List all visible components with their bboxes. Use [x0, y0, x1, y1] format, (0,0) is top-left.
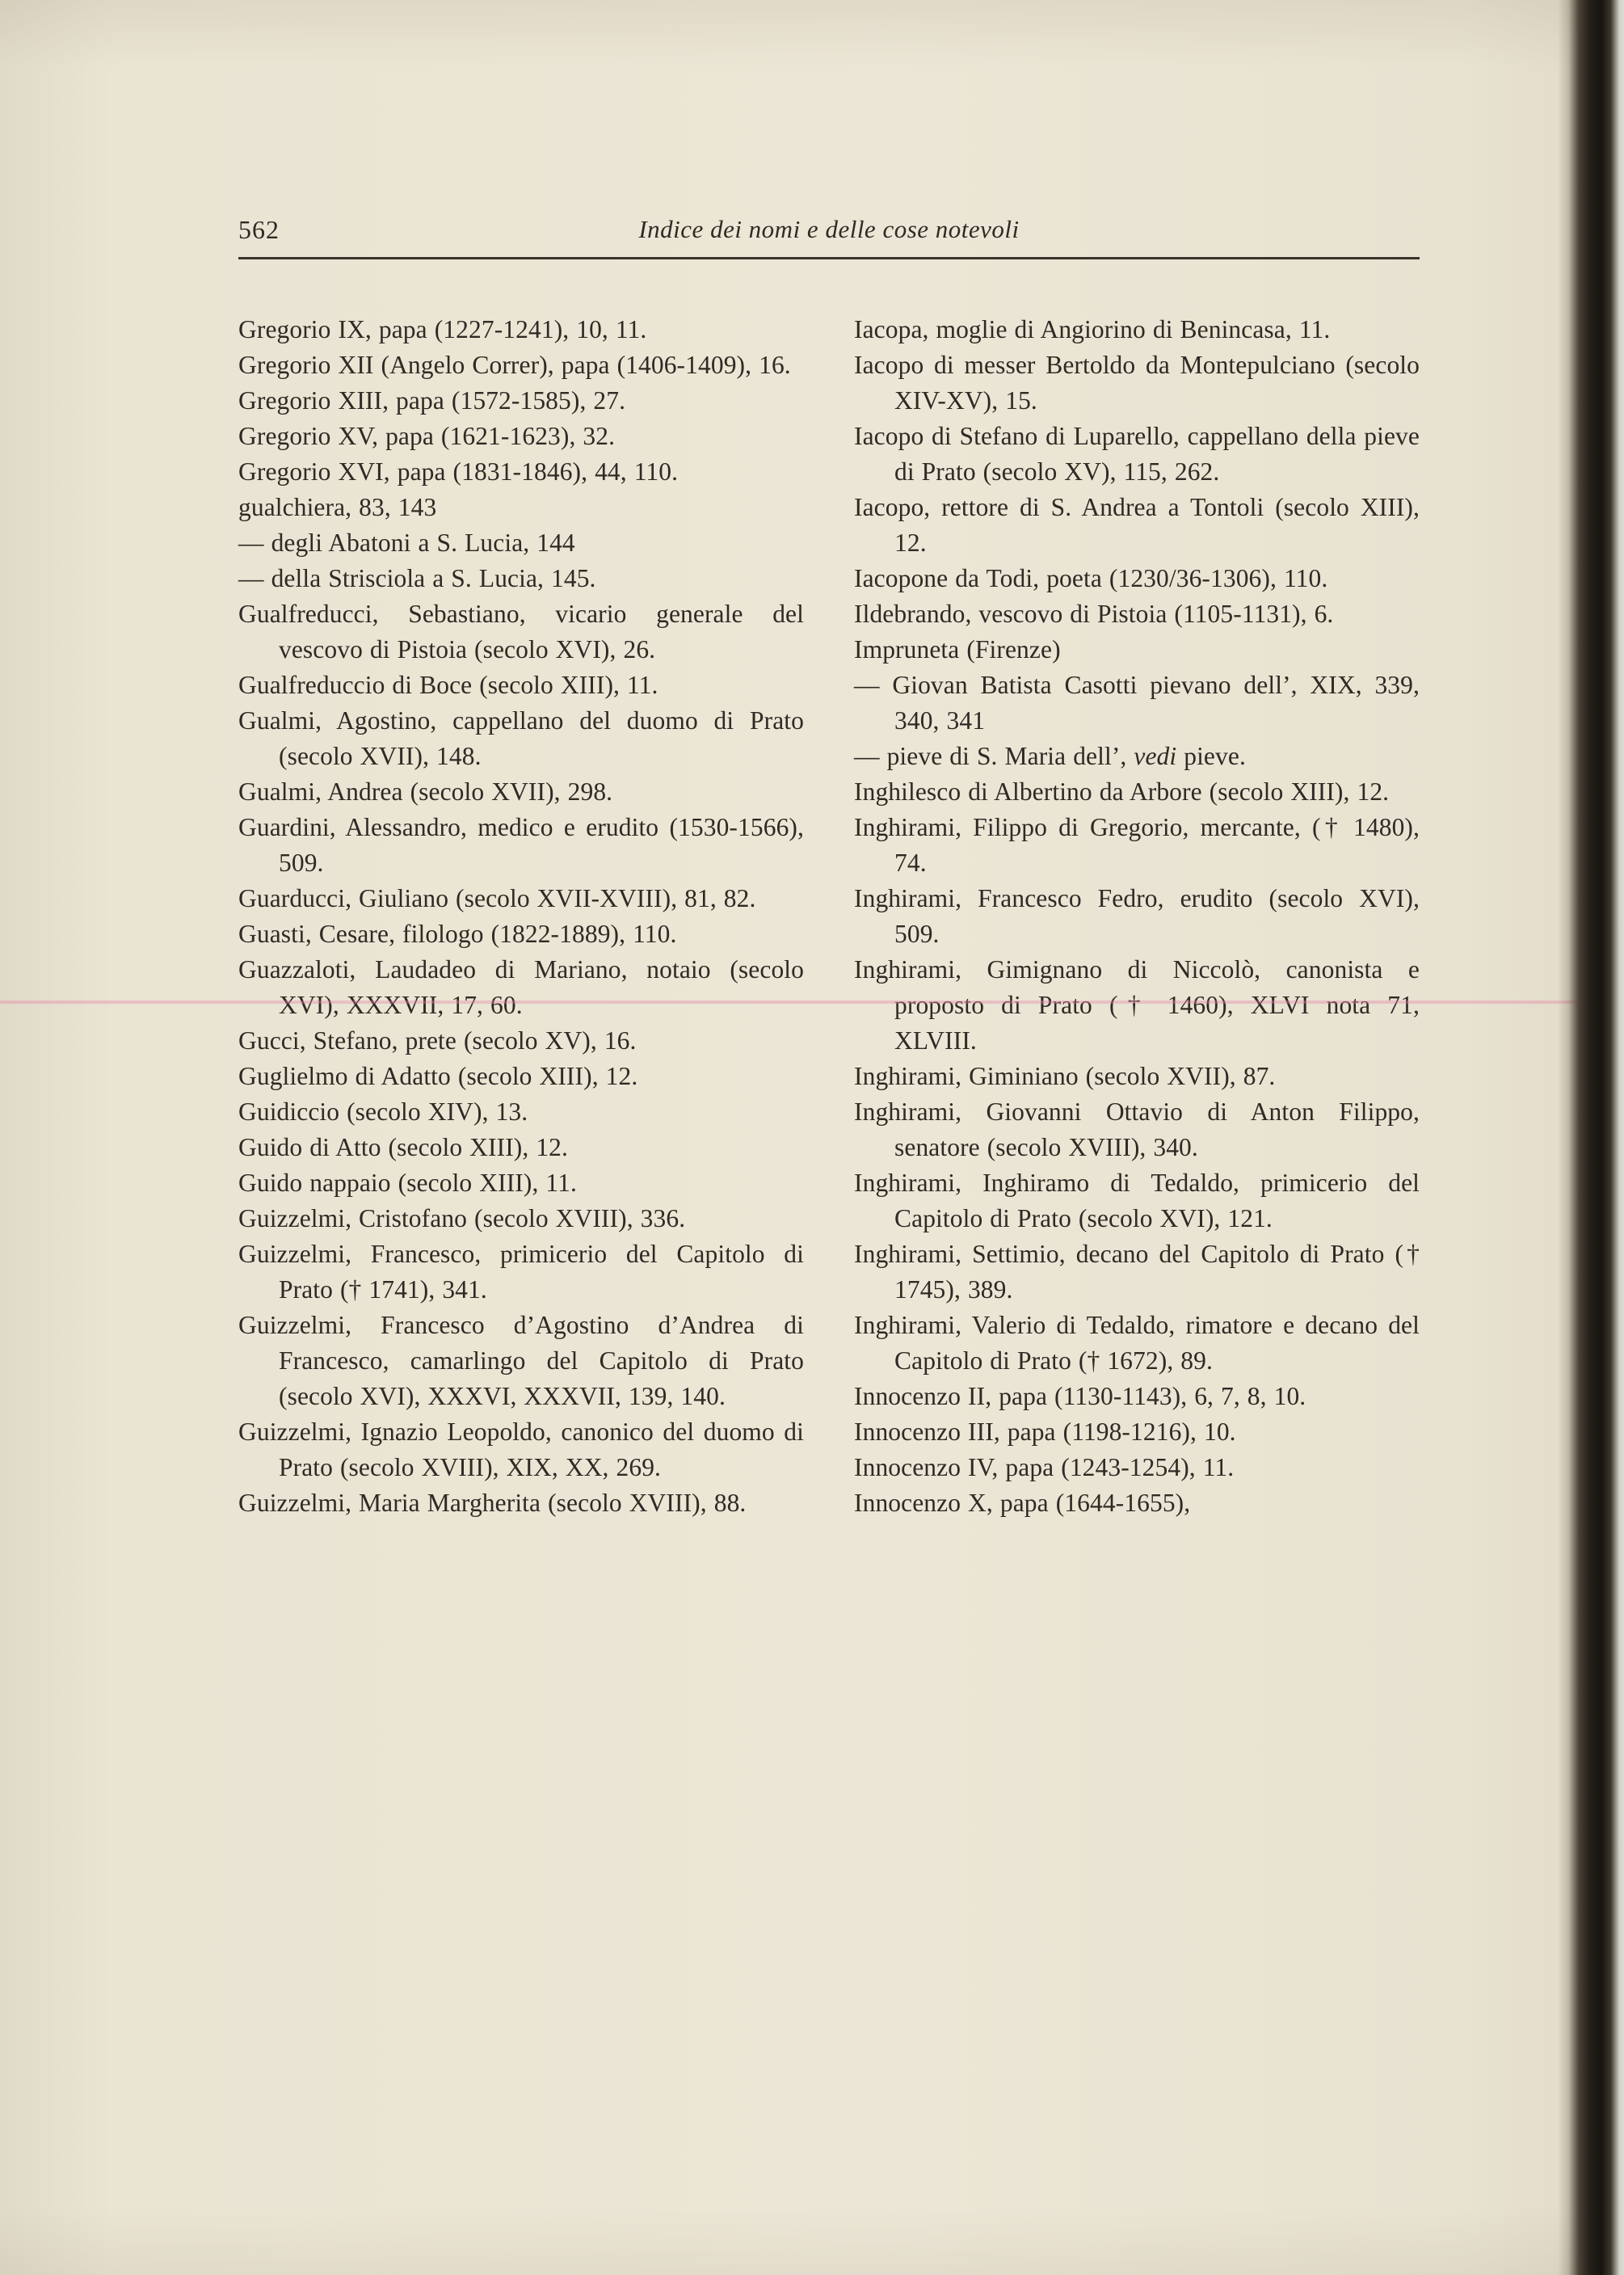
index-entry: Iacopa, moglie di Angiorino di Benincasa, 11. [854, 315, 1331, 343]
index-entry: Guasti, Cesare, filologo (1822-1889), 110. [238, 920, 677, 948]
scan-artifact-pink-line [0, 1001, 1624, 1004]
index-entry: Guizzelmi, Cristofano (secolo XVIII), 336. [238, 1204, 686, 1232]
index-entry: Gregorio IX, papa (1227-1241), 10, 11. [238, 315, 647, 343]
index-entry: Inghirami, Giovanni Ottavio di Anton Filippo, senatore (secolo XVIII), 340. [854, 1097, 1420, 1161]
index-entry: Inghirami, Valerio di Tedaldo, rimatore e decano del Capitolo di Prato († 1672), 89. [854, 1311, 1420, 1375]
index-entry: Impruneta (Firenze) [854, 635, 1061, 664]
index-entry: Guarducci, Giuliano (secolo XVII-XVIII), 81, 82. [238, 884, 756, 912]
index-entry: Inghirami, Gimignano di Niccolò, canonista e proposto di Prato († 1460), XLVI nota 71, XLVIII. [854, 955, 1420, 1055]
index-entry: Gualfreduccio di Boce (secolo XIII), 11. [238, 671, 658, 699]
index-entry: Guizzelmi, Ignazio Leopoldo, canonico del duomo di Prato (secolo XVIII), XIX, XX, 269. [238, 1418, 804, 1481]
index-entry: Iacopo di Stefano di Luparello, cappellano della pieve di Prato (secolo XV), 115, 262. [854, 422, 1420, 486]
book-edge-shadow [1558, 0, 1624, 2275]
index-entry: Inghirami, Filippo di Gregorio, mercante, († 1480), 74. [854, 813, 1420, 877]
index-entry: Ildebrando, vescovo di Pistoia (1105-1131), 6. [854, 600, 1334, 628]
index-column-left [238, 312, 804, 1521]
index-entry: Inghirami, Francesco Fedro, erudito (secolo XVI), 509. [854, 884, 1420, 948]
index-entry: Inghilesco di Albertino da Arbore (secolo XIII), 12. [854, 777, 1390, 806]
page-header [238, 215, 1420, 251]
index-entry: Inghirami, Settimio, decano del Capitolo di Prato († 1745), 389. [854, 1240, 1420, 1304]
index-entry: Guglielmo di Adatto (secolo XIII), 12. [238, 1062, 638, 1090]
index-entry: Gregorio XVI, papa (1831-1846), 44, 110. [238, 457, 679, 486]
index-entry: Gualmi, Agostino, cappellano del duomo di Prato (secolo XVII), 148. [238, 706, 804, 770]
index-entry: Innocenzo II, papa (1130-1143), 6, 7, 8, 10. [854, 1382, 1306, 1410]
running-title: Indice dei nomi e delle cose notevoli [638, 215, 1020, 243]
index-entry: Guazzaloti, Laudadeo di Mariano, notaio (secolo XVI), XXXVII, 17, 60. [238, 955, 804, 1019]
index-entry: Gregorio XIII, papa (1572-1585), 27. [238, 386, 626, 415]
index-entry: Gucci, Stefano, prete (secolo XV), 16. [238, 1026, 637, 1055]
index-entry: gualchiera, 83, 143 [238, 493, 437, 521]
index-entry: Guidiccio (secolo XIV), 13. [238, 1097, 528, 1126]
index-entry: — degli Abatoni a S. Lucia, 144 [238, 529, 575, 557]
index-entry: Guido di Atto (secolo XIII), 12. [238, 1133, 569, 1161]
index-entry: Innocenzo III, papa (1198-1216), 10. [854, 1418, 1236, 1446]
header-rule [238, 257, 1420, 259]
index-entry: Innocenzo X, papa (1644-1655), [854, 1489, 1191, 1517]
index-entry: Inghirami, Giminiano (secolo XVII), 87. [854, 1062, 1276, 1090]
index-entry: Iacopo di messer Bertoldo da Montepulciano (secolo XIV-XV), 15. [854, 351, 1420, 415]
index-entry: Guizzelmi, Francesco, primicerio del Capitolo di Prato († 1741), 341. [238, 1240, 804, 1304]
index-entry: Iacopone da Todi, poeta (1230/36-1306), 110. [854, 564, 1328, 592]
index-entry: Guizzelmi, Francesco d’Agostino d’Andrea di Francesco, camarlingo del Capitolo di Prato (secolo XVI), XXXVI, XXXVII, 139, 140. [238, 1311, 804, 1410]
index-entry: Innocenzo IV, papa (1243-1254), 11. [854, 1453, 1235, 1481]
page-number: 562 [238, 215, 280, 244]
index-entry: — della Strisciola a S. Lucia, 145. [238, 564, 596, 592]
index-entry: Iacopo, rettore di S. Andrea a Tontoli (secolo XIII), 12. [854, 493, 1420, 557]
index-entry: — pieve di S. Maria dell’, vedi pieve. [854, 742, 1246, 770]
index-columns [238, 312, 1420, 1521]
index-entry: Gregorio XV, papa (1621-1623), 32. [238, 422, 616, 450]
index-entry: Guido nappaio (secolo XIII), 11. [238, 1169, 577, 1197]
index-entry: Inghirami, Inghiramo di Tedaldo, primicerio del Capitolo di Prato (secolo XVI), 121. [854, 1169, 1420, 1232]
index-entry: Gualmi, Andrea (secolo XVII), 298. [238, 777, 613, 806]
index-column-right [854, 312, 1420, 1521]
index-entry: Guizzelmi, Maria Margherita (secolo XVIII), 88. [238, 1489, 747, 1517]
index-entry: Gregorio XII (Angelo Correr), papa (1406-1409), 16. [238, 351, 791, 379]
index-entry: — Giovan Batista Casotti pievano dell’, XIX, 339, 340, 341 [854, 671, 1420, 735]
index-entry: Guardini, Alessandro, medico e erudito (1530-1566), 509. [238, 813, 804, 877]
index-entry: Gualfreducci, Sebastiano, vicario generale del vescovo di Pistoia (secolo XVI), 26. [238, 600, 804, 664]
